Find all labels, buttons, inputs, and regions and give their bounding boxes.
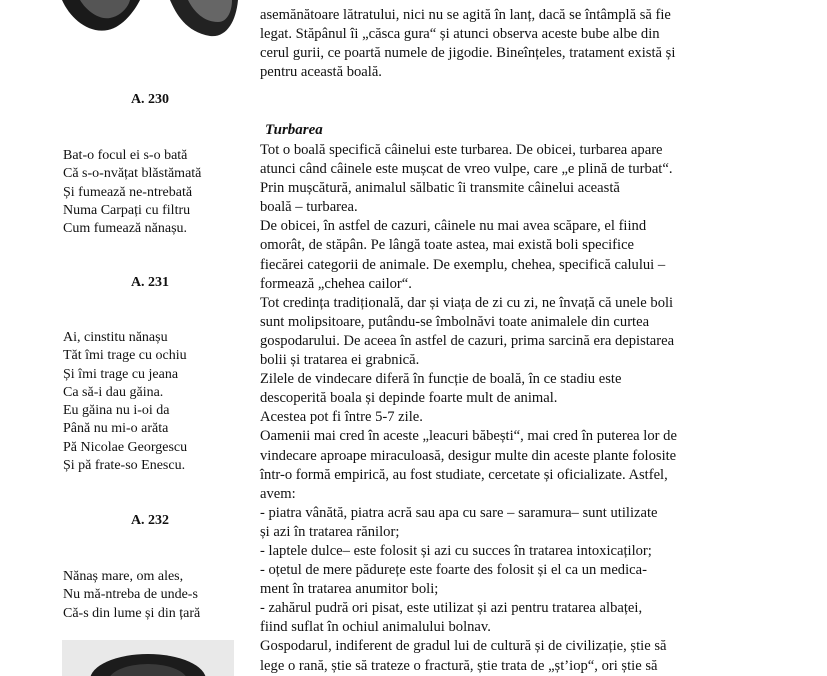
verse-line: Că s-o-nvățat blăstămată <box>63 166 202 182</box>
verse-block-1 <box>63 147 201 238</box>
verse-line: Bat-o focul ei s-o bată <box>63 148 188 163</box>
text-line: cerul gurii, ce poartă numele de jigodie. Bineînțeles, tratament există și <box>260 45 676 62</box>
paragraph-jigodie-end <box>260 6 730 82</box>
verse-line: Pă Nicolae Georgescu <box>63 439 188 455</box>
caption-a232: A. 232 <box>130 513 170 528</box>
text-line: ment în tratarea anumitor boli; <box>260 581 439 598</box>
text-line: atunci când câinele este mușcat de vreo vulpe, care „e plină de turbat“. <box>260 161 673 178</box>
text-line: - laptele dulce– este folosit și azi cu succes în tratarea intoxicaților; <box>260 542 652 559</box>
text-line: formează „chehea cailor“. <box>260 275 412 292</box>
text-line: omorât, de stăpân. Pe lângă toate astea, mai există boli specifice <box>260 237 635 254</box>
verse-line: Ai, cinstitu nănașu <box>63 330 168 345</box>
text-line: bolii și tratarea ei grabnică. <box>260 352 420 369</box>
top-photo-fragment <box>60 0 240 40</box>
text-line: avem: <box>260 485 296 502</box>
verse-line: Numa Carpați cu filtru <box>63 202 191 218</box>
verse-block-2 <box>63 329 187 475</box>
text-line: asemănătoare lătratului, nici nu se agită în lanț, dacă se întâmplă să fie <box>260 7 671 23</box>
verse-line: Nănaș mare, om ales, <box>63 569 184 584</box>
text-line: Oamenii mai cred în aceste „leacuri băbești“, mai cred în puterea lor de <box>260 428 677 445</box>
text-line: vindecare aproape miraculoasă, desigur multe din aceste plante folosite <box>260 447 677 464</box>
text-line: pentru această boală. <box>260 64 382 81</box>
bottom-photo-fragment <box>62 640 234 676</box>
verse-line: Cum fumează nănașu. <box>63 221 188 237</box>
text-line: - zahărul pudră ori pisat, este utilizat și azi pentru tratarea albaței, <box>260 600 643 617</box>
text-line: Gospodarul, indiferent de gradul lui de cultură și de civilizație, știe să <box>260 638 667 655</box>
text-line: Prin mușcătură, animalul sălbatic îi transmite câinelui această <box>260 180 620 197</box>
verse-line: Și îmi trage cu jeana <box>63 366 179 382</box>
text-line: Tot o boală specifică câinelui este turbarea. De obicei, turbarea apare <box>260 142 663 158</box>
text-line: descoperită boala și depinde foarte mult de animal. <box>260 390 558 407</box>
text-line: gospodarului. De aceea în astfel de cazuri, prima sarcină era depistarea <box>260 332 675 349</box>
section-heading: Turbarea <box>265 122 323 138</box>
text-line: fiecărei categorii de animale. De exemplu, chehea, specifică calului – <box>260 256 666 273</box>
caption-a230: A. 230 <box>130 92 170 107</box>
text-line: - oțetul de mere pădurețe este foarte des folosit și el ca un medica- <box>260 562 647 579</box>
text-line: legat. Stăpânul îi „căsca gura“ și atunci observa aceste bube albe din <box>260 26 660 43</box>
verse-line: Nu mă-ntreba de unde-s <box>63 587 198 603</box>
caption-a231: A. 231 <box>130 275 170 290</box>
verse-line: Că-s din lume și din țară <box>63 605 201 621</box>
text-line: - piatra vânătă, piatra acră sau apa cu sare – saramura– sunt utilizate <box>260 504 658 521</box>
text-line: boală – turbarea. <box>260 199 358 216</box>
body-text <box>260 141 730 676</box>
verse-line: Și pă frate-so Enescu. <box>63 458 186 474</box>
verse-line: Și fumează ne-ntrebată <box>63 184 193 200</box>
verse-line: Eu găina nu i-oi da <box>63 403 170 419</box>
verse-block-3 <box>63 568 200 623</box>
text-line: fiind suflat în ochiul animalului bolnav. <box>260 619 491 636</box>
verse-line: Până nu mi-o arăta <box>63 421 169 437</box>
text-line: Acestea pot fi între 5-7 zile. <box>260 409 423 426</box>
text-line: De obicei, în astfel de cazuri, câinele nu mai avea scăpare, el fiind <box>260 218 647 235</box>
text-line: Zilele de vindecare diferă în funcție de boală, în ce stadiu este <box>260 371 622 388</box>
text-line: într-o formă empirică, au fost studiate, cercetate și oficializate. Astfel, <box>260 466 668 483</box>
text-line: sunt molipsitoare, putându-se îmbolnăvi toate animalele din curtea <box>260 313 650 330</box>
verse-line: Tăt îmi trage cu ochiu <box>63 348 187 364</box>
text-line: Tot credința tradițională, dar și viața de zi cu zi, ne învață că unele boli <box>260 294 674 311</box>
verse-line: Ca să-i dau găina. <box>63 384 164 400</box>
text-line: lege o rană, știe să trateze o fractură, știe trata de „șt’iop“, ori știe să <box>260 657 658 674</box>
text-line: și azi în tratarea rănilor; <box>260 523 400 540</box>
